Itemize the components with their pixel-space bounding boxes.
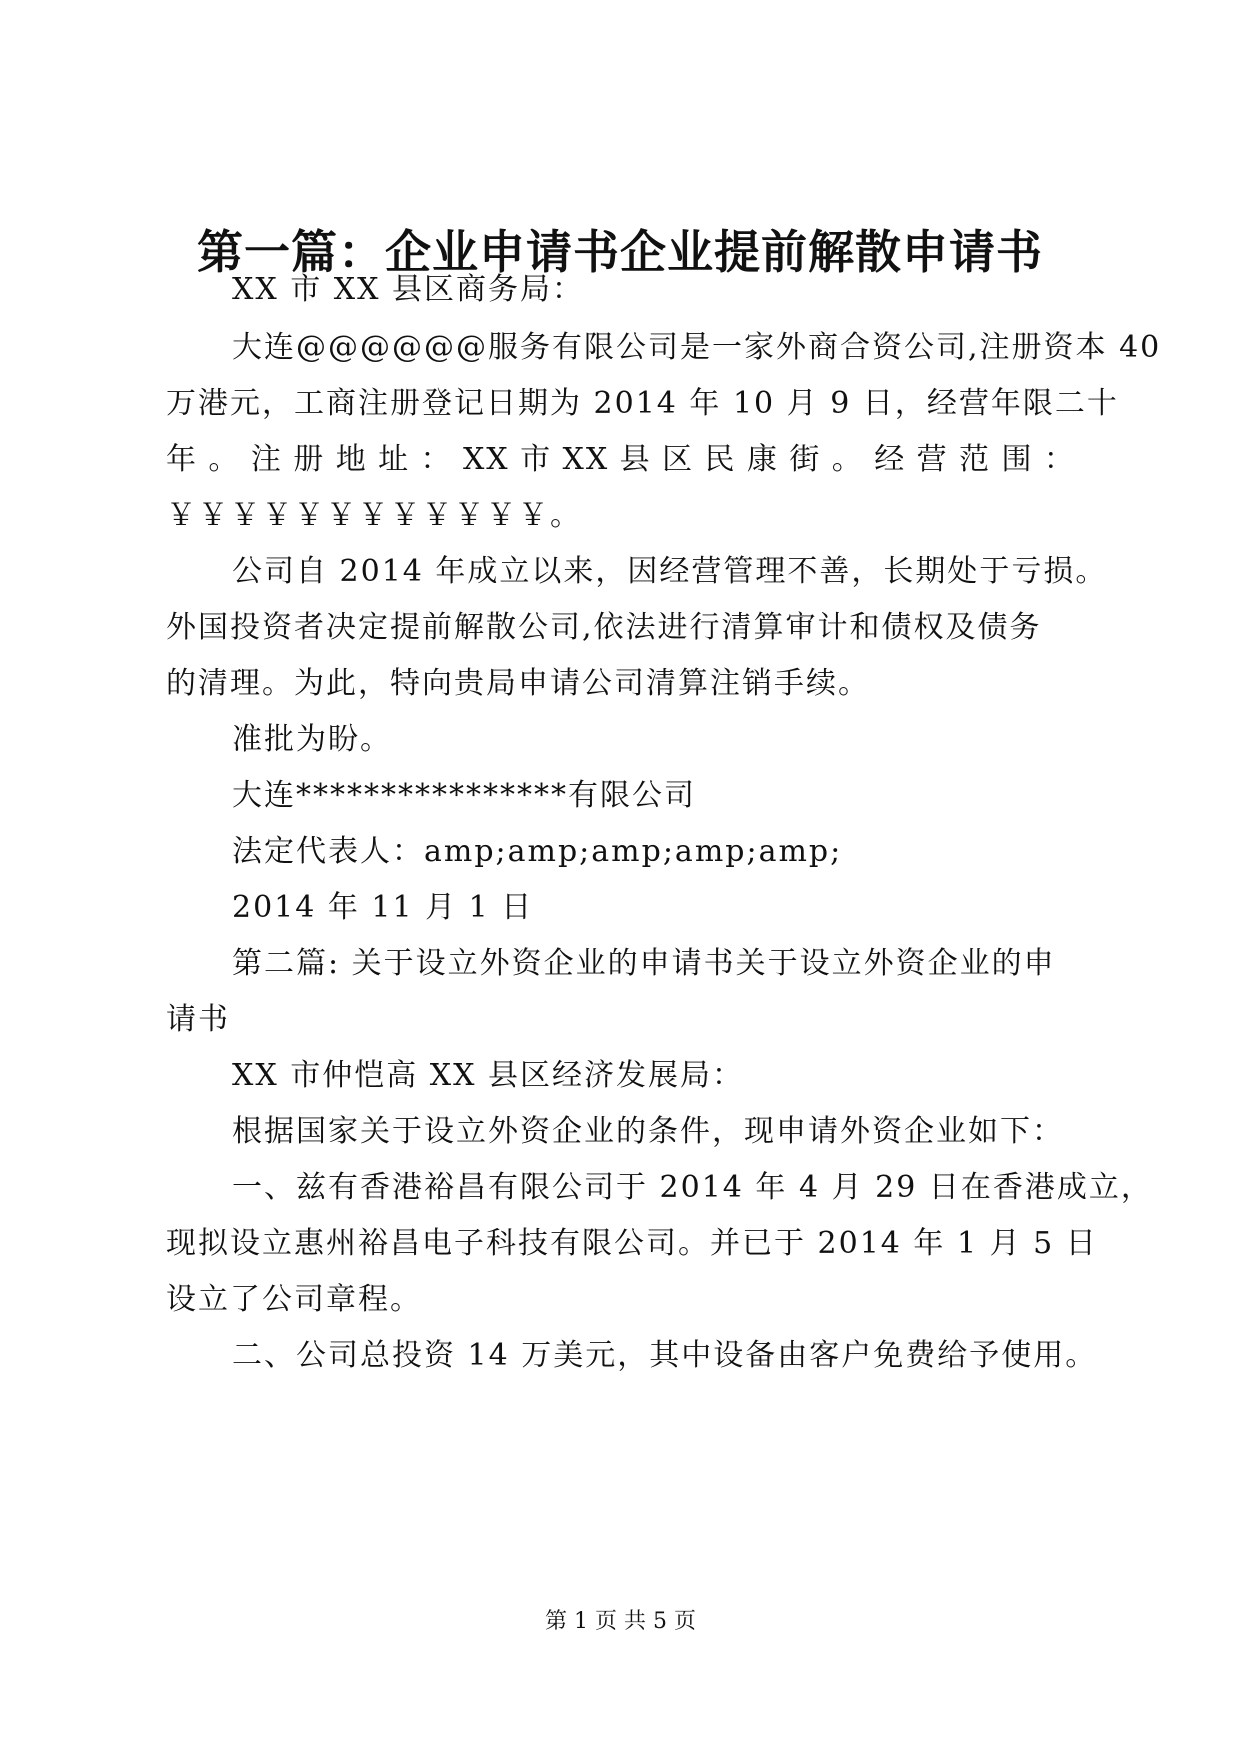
justified-char: 年 [166, 442, 198, 477]
justified-char: 县 [619, 442, 652, 477]
justified-char: 民 [704, 442, 737, 477]
paragraph-line: 大连@@@@@@服务有限公司是一家外商合资公司,注册资本 40 [232, 330, 1162, 365]
paragraph-line: 二、公司总投资 14 万美元，其中设备由客户免费给予使用。 [232, 1338, 1098, 1373]
paragraph-line: 的清理。为此，特向贵局申请公司清算注销手续。 [166, 666, 870, 701]
addressee-line: XX 市仲恺高 XX 县区经济发展局： [232, 1058, 745, 1093]
paragraph-line: 现拟设立惠州裕昌电子科技有限公司。并已于 2014 年 1 月 5 日 [166, 1226, 1098, 1261]
paragraph-line: 万港元，工商注册登记日期为 2014 年 10 月 9 日，经营年限二十 [166, 386, 1119, 421]
justified-char: 营 [916, 442, 949, 477]
document-title: 第一篇：企业申请书企业提前解散申请书 [197, 225, 1043, 279]
justified-char: 市 [520, 442, 553, 477]
company-signature: 大连****************有限公司 [232, 778, 696, 813]
paragraph-line: 根据国家关于设立外资企业的条件，现申请外资企业如下： [232, 1114, 1064, 1149]
paragraph-line-justified [166, 440, 1076, 480]
justified-char: ： [1043, 442, 1076, 477]
section-heading: 第二篇: 关于设立外资企业的申请书关于设立外资企业的申 [232, 946, 1056, 981]
justified-char: 范 [959, 442, 992, 477]
closing-line: 准批为盼。 [232, 722, 392, 757]
addressee-line: XX 市 XX 县区商务局： [232, 272, 585, 307]
justified-char: ： [420, 442, 453, 477]
document-date: 2014 年 11 月 1 日 [232, 890, 534, 925]
justified-char: 地 [335, 442, 368, 477]
justified-char: 址 [378, 442, 411, 477]
paragraph-line: ￥￥￥￥￥￥￥￥￥￥￥￥。 [166, 498, 582, 533]
justified-char: 册 [293, 442, 326, 477]
paragraph-line: 外国投资者决定提前解散公司,依法进行清算审计和债权及债务 [166, 610, 1042, 645]
justified-char: 。 [208, 442, 241, 477]
justified-char: 注 [250, 442, 283, 477]
justified-char: 区 [662, 442, 695, 477]
justified-char: XX [562, 442, 610, 477]
paragraph-line: 一、兹有香港裕昌有限公司于 2014 年 4 月 29 日在香港成立， [232, 1170, 1153, 1205]
justified-char: 街 [789, 442, 822, 477]
justified-char: 康 [746, 442, 779, 477]
paragraph-line: 公司自 2014 年成立以来，因经营管理不善，长期处于亏损。 [232, 554, 1108, 589]
legal-representative: 法定代表人：amp;amp;amp;amp;amp; [232, 834, 843, 869]
justified-char: XX [462, 442, 510, 477]
paragraph-line: 设立了公司章程。 [166, 1282, 422, 1317]
section-heading-continued: 请书 [166, 1002, 230, 1037]
justified-char: 。 [831, 442, 864, 477]
page-footer: 第 1 页 共 5 页 [545, 1609, 696, 1634]
justified-char: 经 [874, 442, 907, 477]
justified-char: 围 [1001, 442, 1034, 477]
